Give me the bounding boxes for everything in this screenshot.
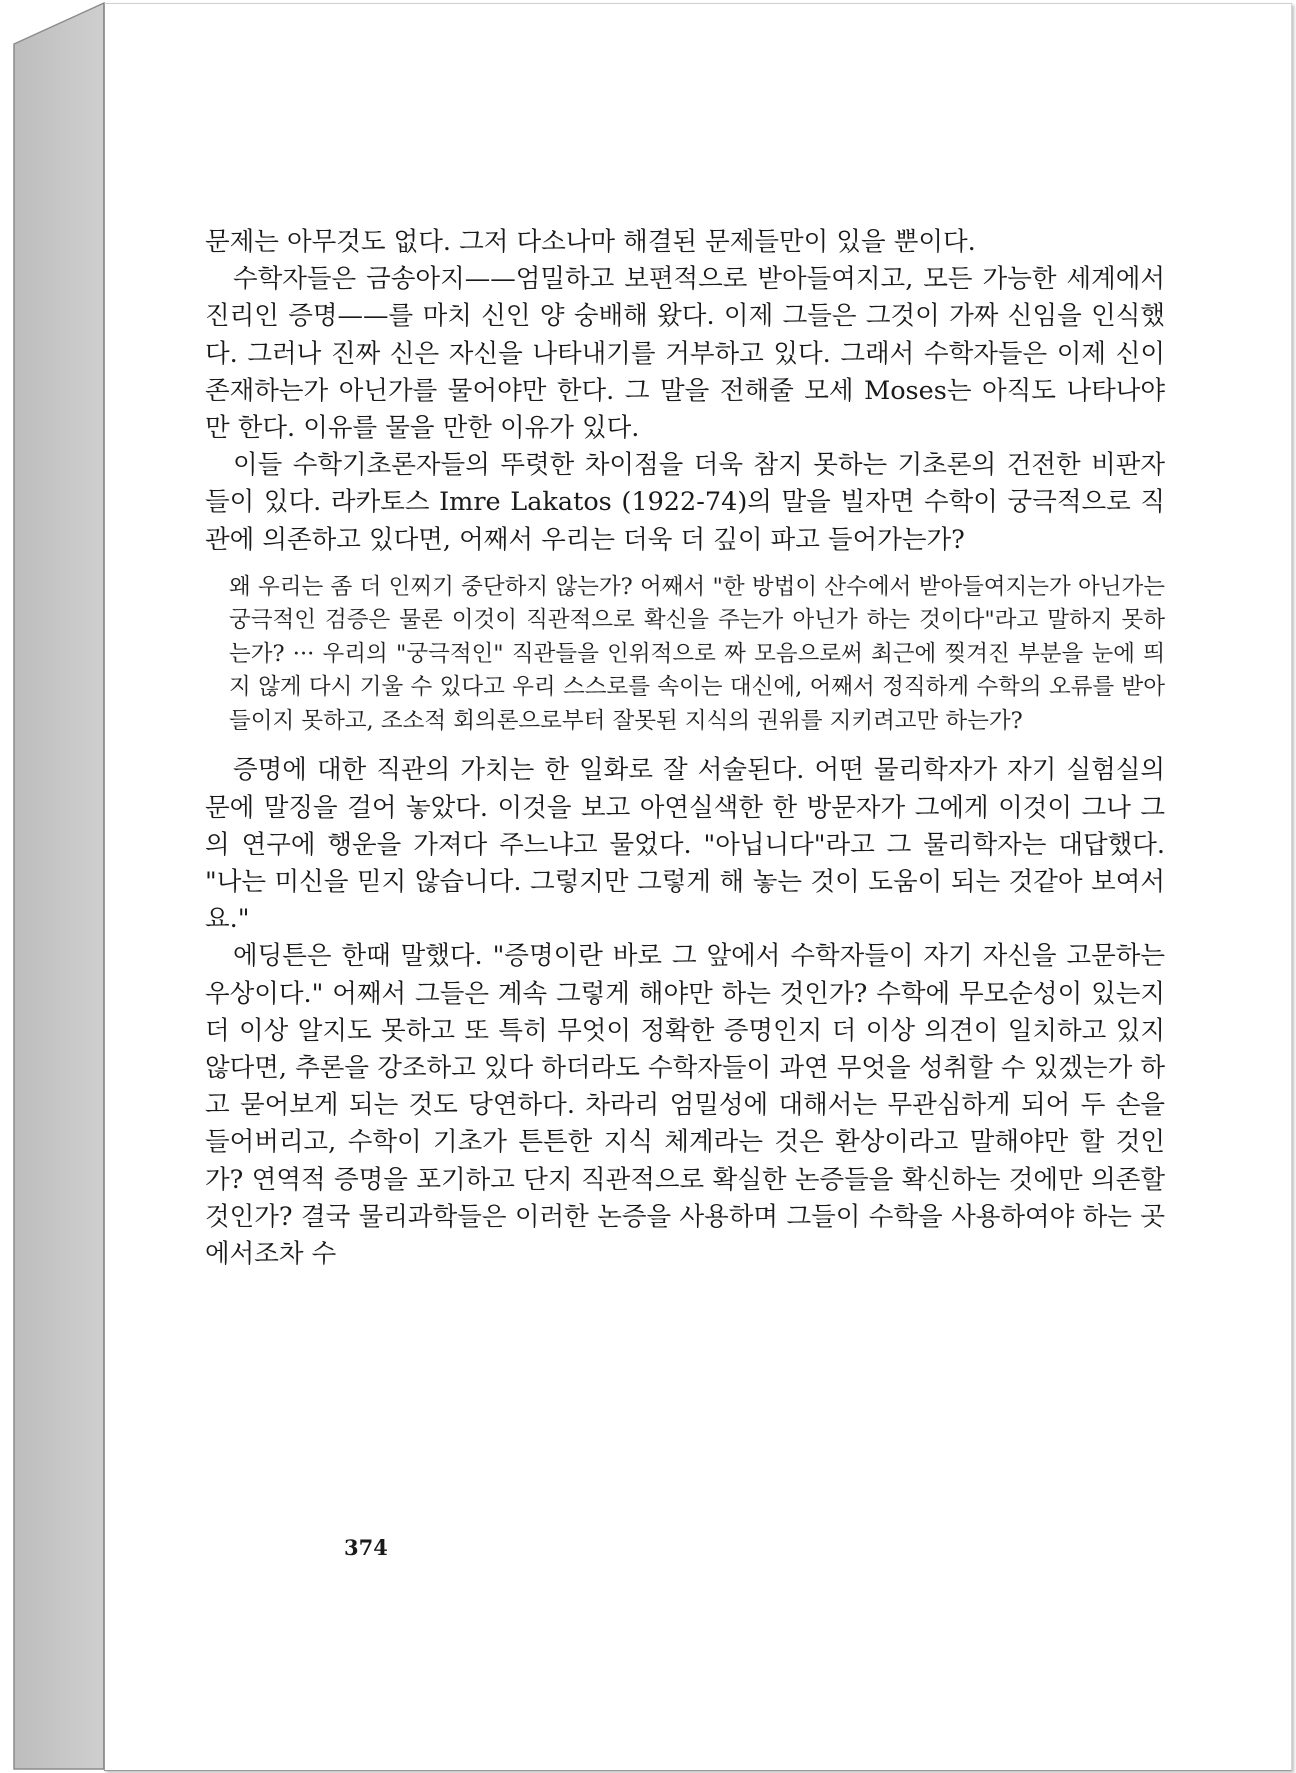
paragraph-3: 이들 수학기초론자들의 뚜렷한 차이점을 더욱 참지 못하는 기초론의 건전한 비판자들이 있다. 라카토스 Imre Lakatos (1922-74)의 말을 빌자면 수학이 궁극적으로 직관에 의존하고 있다면, 어째서 우리는 더욱 더 깊이 파고 들어가는가? — [205, 450, 1165, 555]
paragraph-2: 수학자들은 금송아지——엄밀하고 보편적으로 받아들여지고, 모든 가능한 세계에서 진리인 증명——를 마치 신인 양 숭배해 왔다. 이제 그들은 그것이 가짜 신임을 인식했다. 그러나 진짜 신은 자신을 나타내기를 거부하고 있다. 그래서 수학자들은 이제 신이 존재하는가 아닌가를 물어야만 한다. 그 말을 전해줄 모세 Moses는 아직도 나타나야만 한다. 이유를 물을 만한 이유가 있다. — [205, 264, 1165, 444]
page-number: 374 — [344, 1535, 388, 1560]
paragraph-5: 에딩튼은 한때 말했다. "증명이란 바로 그 앞에서 수학자들이 자기 자신을 고문하는 우상이다." 어째서 그들은 계속 그렇게 해야만 하는 것인가? 수학에 무모순성이 있는지 더 이상 알지도 못하고 또 특히 무엇이 정확한 증명인지 더 이상 의견이 일치하고 있지 않다면, 추론을 강조하고 있다 하더라도 수학자들이 과연 무엇을 성취할 수 있겠는가 하고 묻어보게 되는 것도 당연하다. 차라리 엄밀성에 대해서는 무관심하게 되어 두 손을 들어버리고, 수학이 기초가 튼튼한 지식 체계라는 것은 환상이라고 말해야만 할 것인가? 연역적 증명을 포기하고 단지 직관적으로 확실한 논증들을 확신하는 것에만 의존할 것인가? 결국 물리과학들은 이러한 논증을 사용하며 그들이 수학을 사용하여야 하는 곳에서조차 수 — [205, 941, 1165, 1269]
page-text — [205, 224, 1165, 1273]
paragraph-4: 증명에 대한 직관의 가치는 한 일화로 잘 서술된다. 어떤 물리학자가 자기 실험실의 문에 말징을 걸어 놓았다. 이것을 보고 아연실색한 한 방문자가 그에게 이것이 그나 그의 연구에 행운을 가져다 주느냐고 물었다. "아닙니다"라고 그 물리학자는 대답했다. "나는 미신을 믿지 않습니다. 그렇지만 그렇게 해 놓는 것이 도움이 되는 것같아 보여서요." — [205, 755, 1165, 935]
block-quote: 왜 우리는 좀 더 인찌기 중단하지 않는가? 어째서 "한 방법이 산수에서 받아들여지는가 아닌가는 궁극적인 검증은 물론 이것이 직관적으로 확신을 주는가 아닌가 하는 것이다"라고 말하지 못하는가? ··· 우리의 "궁극적인" 직관들을 인위적으로 짜 모음으로써 최근에 찢겨진 부분을 눈에 띄지 않게 다시 기울 수 있다고 우리 스스로를 속이는 대신에, 어째서 정직하게 수학의 오류를 받아들이지 못하고, 조소적 회의론으로부터 잘못된 지식의 권위를 지키려고만 하는가? — [229, 573, 1165, 734]
paragraph-1: 문제는 아무것도 없다. 그저 다소나마 해결된 문제들만이 있을 뿐이다. — [205, 227, 976, 257]
